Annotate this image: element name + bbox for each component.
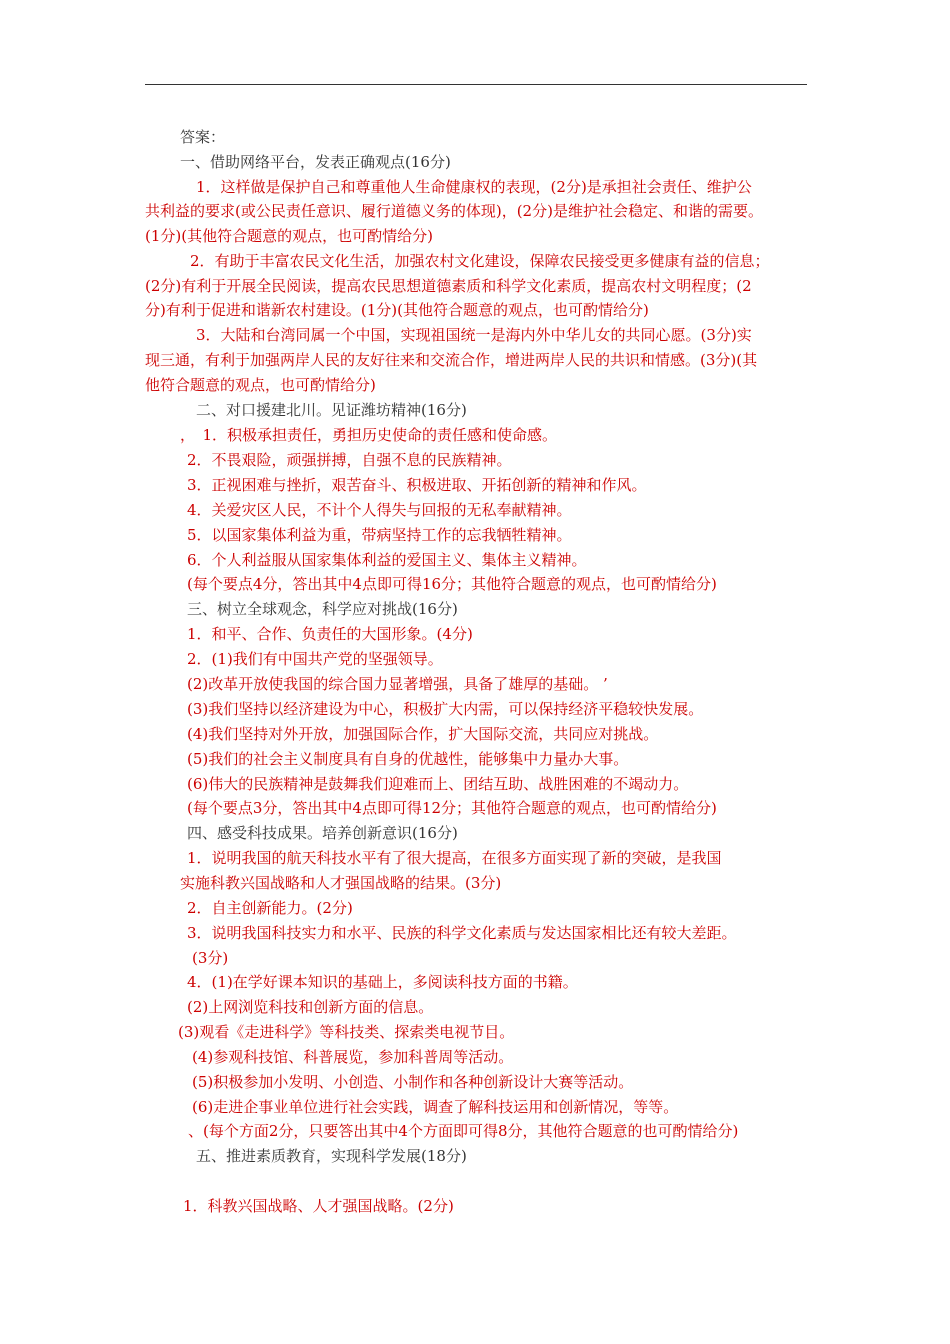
answer-line: 6．个人利益服从国家集体利益的爱国主义、集体主义精神。 [187, 551, 587, 569]
answer-line: 2．不畏艰险，顽强拼搏，自强不息的民族精神。 [187, 451, 512, 469]
answer-line: ， 1．积极承担责任，勇担历史使命的责任感和使命感。 [180, 426, 558, 444]
answer-line: 、(每个方面2分，只要答出其中4个方面即可得8分，其他符合题意的也可酌情给分) [188, 1122, 739, 1140]
answer-line: 3．说明我国科技实力和水平、民族的科学文化素质与发达国家相比还有较大差距。 [187, 924, 737, 942]
answer-line: (3分) [192, 949, 229, 967]
answer-line: 2．自主创新能力。(2分) [187, 899, 353, 917]
answer-line: 共利益的要求(或公民责任意识、履行道德义务的体现)，(2分)是维护社会稳定、和谐的需要。 [145, 202, 763, 220]
answer-line: (2)改革开放使我国的综合国力显著增强，具备了雄厚的基础。 ’ [187, 675, 608, 693]
answer-line: 2．有助于丰富农民文化生活，加强农村文化建设，保障农民接受更多健康有益的信息； [190, 252, 770, 270]
answer-line: 3．大陆和台湾同属一个中国，实现祖国统一是海内外中华儿女的共同心愿。(3分)实 [196, 326, 752, 344]
section-title: 五、推进素质教育，实现科学发展(18分) [196, 1147, 467, 1165]
answer-line: (6)走进企事业单位进行社会实践，调查了解科技运用和创新情况，等等。 [192, 1098, 679, 1116]
answer-line: (3)观看《走进科学》等科技类、探索类电视节目。 [178, 1023, 515, 1041]
header-rule [145, 84, 807, 85]
answer-line: (2)上网浏览科技和创新方面的信息。 [187, 998, 434, 1016]
answer-line: (5)我们的社会主义制度具有自身的优越性，能够集中力量办大事。 [187, 750, 629, 768]
answer-line: (6)伟大的民族精神是鼓舞我们迎难而上、团结互助、战胜困难的不竭动力。 [187, 775, 689, 793]
answer-label: 答案： [180, 128, 226, 146]
answer-line: 4．关爱灾区人民，不计个人得失与回报的无私奉献精神。 [187, 501, 572, 519]
answer-line: (4)我们坚持对外开放，加强国际合作，扩大国际交流，共同应对挑战。 [187, 725, 659, 743]
answer-line: 1．说明我国的航天科技水平有了很大提高，在很多方面实现了新的突破，是我国 [187, 849, 722, 867]
answer-line: (1分)(其他符合题意的观点，也可酌情给分) [145, 227, 433, 245]
answer-line: 4．(1)在学好课本知识的基础上，多阅读科技方面的书籍。 [187, 973, 578, 991]
answer-line: 1．和平、合作、负责任的大国形象。(4分) [187, 625, 473, 643]
answer-line: (4)参观科技馆、科普展览，参加科普周等活动。 [192, 1048, 514, 1066]
answer-line: 他符合题意的观点，也可酌情给分) [145, 376, 376, 394]
section-title: 四、感受科技成果。培养创新意识(16分) [187, 824, 458, 842]
section-title: 二、对口援建北川。见证潍坊精神(16分) [196, 401, 467, 419]
answer-line: (2分)有利于开展全民阅读，提高农民思想道德素质和科学文化素质，提高农村文明程度；(2 [145, 277, 752, 295]
answer-line: (3)我们坚持以经济建设为中心，积极扩大内需，可以保持经济平稳较快发展。 [187, 700, 704, 718]
answer-line: 分)有利于促进和谐新农村建设。(1分)(其他符合题意的观点，也可酌情给分) [145, 301, 649, 319]
answer-line: 2．(1)我们有中国共产党的坚强领导。 [187, 650, 443, 668]
answer-line: (每个要点4分，答出其中4点即可得16分；其他符合题意的观点，也可酌情给分) [187, 575, 717, 593]
answer-line: 1．科教兴国战略、人才强国战略。(2分) [183, 1197, 454, 1215]
section-title: 一、借助网络平台，发表正确观点(16分) [180, 153, 451, 171]
answer-line: (每个要点3分，答出其中4点即可得12分；其他符合题意的观点，也可酌情给分) [187, 799, 717, 817]
answer-line: (5)积极参加小发明、小创造、小制作和各种创新设计大赛等活动。 [192, 1073, 634, 1091]
answer-line: 3．正视困难与挫折，艰苦奋斗、积极进取、开拓创新的精神和作风。 [187, 476, 647, 494]
answer-line: 5．以国家集体利益为重，带病坚持工作的忘我牺牲精神。 [187, 526, 572, 544]
answer-line: 现三通，有利于加强两岸人民的友好往来和交流合作，增进两岸人民的共识和情感。(3分)(其 [145, 351, 758, 369]
answer-line: 1．这样做是保护自己和尊重他人生命健康权的表现，(2分)是承担社会责任、维护公 [196, 178, 752, 196]
answer-line: 实施科教兴国战略和人才强国战略的结果。(3分) [180, 874, 502, 892]
section-title: 三、树立全球观念，科学应对挑战(16分) [187, 600, 458, 618]
